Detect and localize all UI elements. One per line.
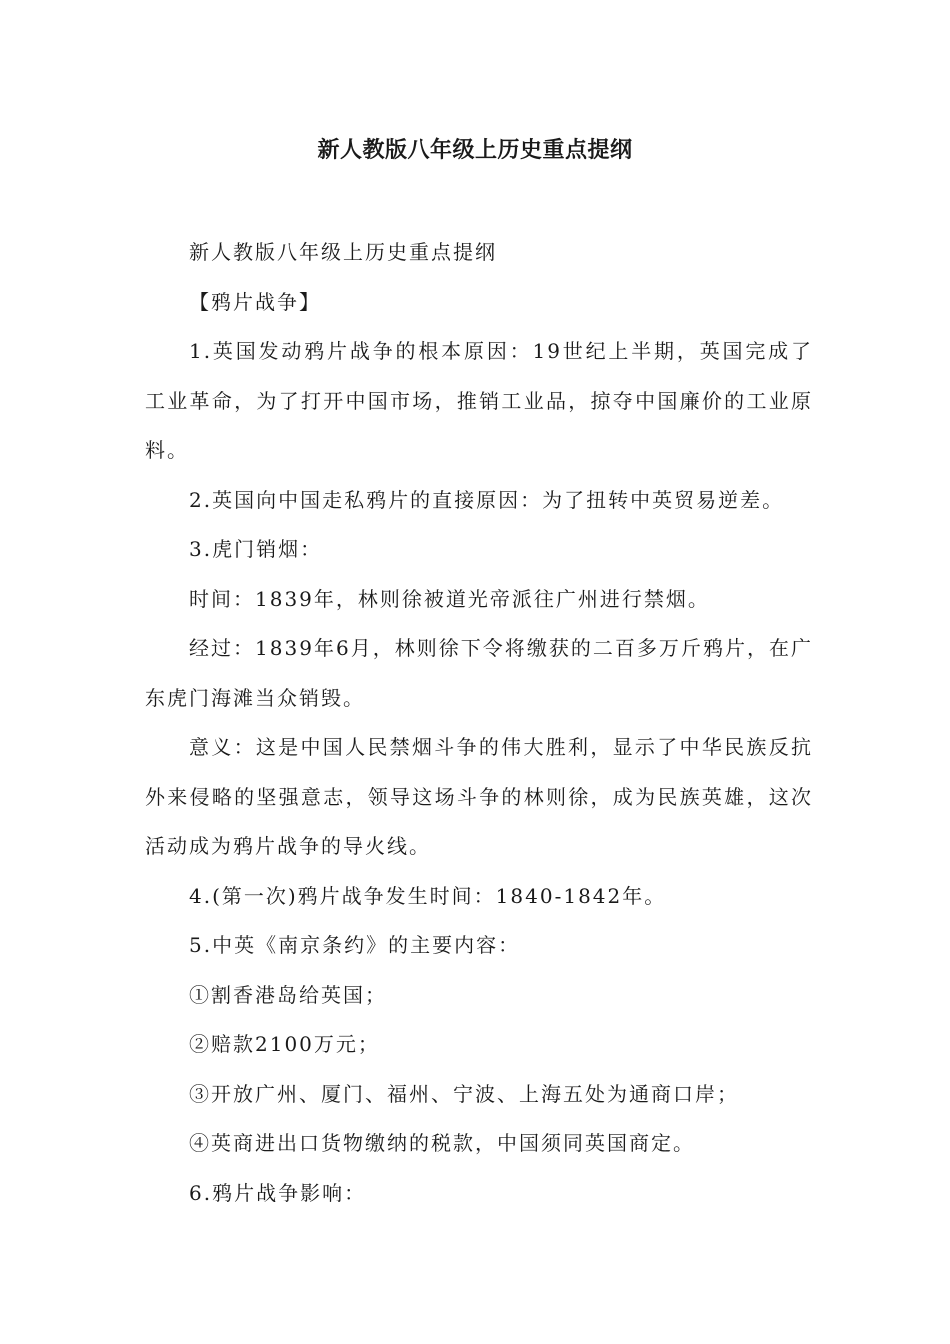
treaty-item-4: ④英商进出口货物缴纳的税款，中国须同英国商定。 — [189, 1131, 695, 1155]
treaty-item-3: ③开放广州、厦门、福州、宁波、上海五处为通商口岸； — [189, 1081, 739, 1106]
point-1-paragraph: 1.英国发动鸦片战争的根本原因：19世纪上半期，英国完成了工业革命，为了打开中国市场，推销工业品，掠夺中国廉价的工业原料。 — [145, 339, 813, 462]
point-5-heading: 5.中英《南京条约》的主要内容： — [189, 933, 521, 957]
point-6-heading: 6.鸦片战争影响： — [189, 1180, 367, 1205]
document-body — [145, 228, 813, 1218]
point-2-paragraph: 2.英国向中国走私鸦片的直接原因：为了扭转中英贸易逆差。 — [189, 487, 785, 512]
treaty-item-1: ①割香港岛给英国； — [189, 982, 387, 1007]
humen-time-paragraph: 时间：1839年，林则徐被道光帝派往广州进行禁烟。 — [189, 586, 710, 611]
humen-process-paragraph: 经过：1839年6月，林则徐下令将缴获的二百多万斤鸦片，在广东虎门海滩当众销毁。 — [145, 636, 813, 710]
document-title: 新人教版八年级上历史重点提纲 — [317, 138, 633, 163]
subtitle-paragraph: 新人教版八年级上历史重点提纲 — [189, 240, 497, 264]
section-heading-opium-war: 【鸦片战争】 — [189, 289, 321, 314]
point-3-heading: 3.虎门销烟： — [189, 537, 323, 561]
point-4-paragraph: 4.(第一次)鸦片战争发生时间：1840-1842年。 — [189, 883, 667, 908]
treaty-item-2: ②赔款2100万元； — [189, 1032, 380, 1056]
humen-significance-paragraph: 意义：这是中国人民禁烟斗争的伟大胜利，显示了中华民族反抗外来侵略的坚强意志，领导这场斗争的林则徐，成为民族英雄，这次活动成为鸦片战争的导火线。 — [145, 735, 813, 858]
